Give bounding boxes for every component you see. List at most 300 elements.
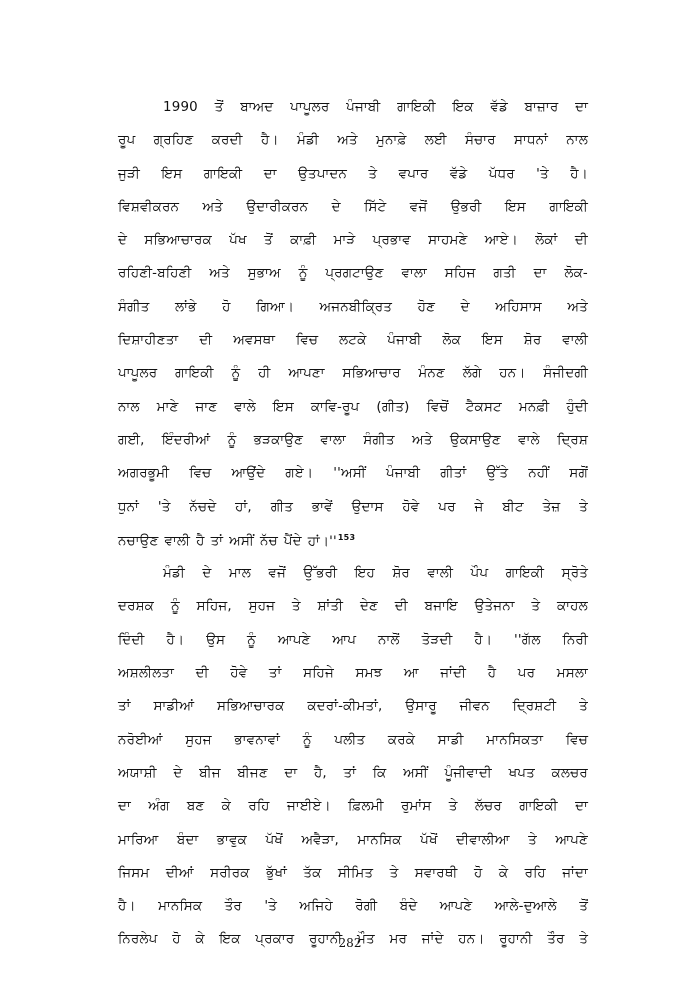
word: ਹੋਵੇ — [230, 666, 248, 682]
page-number: 282 — [338, 936, 362, 950]
word: ਪੱਖੋਂ — [420, 832, 438, 848]
word: ਸਹਿਜੇ — [303, 666, 334, 682]
word: ਦਰਸ਼ਕ — [118, 599, 155, 615]
text-line — [118, 633, 588, 666]
word: ਪੂੰਜੀਵਾਦੀ — [444, 765, 492, 781]
word: ਹੈ — [196, 534, 205, 550]
word: ਸੁਹਜ — [185, 732, 212, 748]
word: ਤੌਰ — [224, 899, 242, 915]
word: ਗਾਇਕੀ — [549, 199, 588, 215]
word: ਪੰਜਾਬੀ — [385, 466, 421, 482]
word: ਹੁੰਦੀ — [566, 399, 588, 415]
word: ਬਾਅਦ — [240, 100, 274, 115]
text-line — [118, 266, 588, 299]
word: ਪਰ — [517, 666, 536, 682]
word: ਸ਼ੋਰ — [523, 333, 542, 349]
word: ਉਭਰੀ — [450, 199, 482, 215]
word: ਹੈ। — [166, 632, 185, 648]
word: ਕਦਰਾਂ-ਕੀਮਤਾਂ, — [307, 699, 383, 715]
word: ਉਤਪਾਦਨ — [298, 166, 347, 182]
word: ਤੇ — [368, 166, 378, 182]
word: ਬੀਜਣ — [237, 765, 268, 781]
word: ਨੱਚ — [260, 534, 278, 550]
word: ਤੇਜ਼ — [542, 499, 561, 515]
word: ਵਾਲੇ — [518, 432, 540, 448]
word: ਲਈ — [424, 133, 447, 149]
word: ਨੂੰ — [231, 366, 241, 382]
word: ਵਾਲੀ — [164, 534, 191, 550]
word: ਮਾਲ — [228, 566, 251, 582]
text-line — [118, 300, 588, 333]
word: ਪੈਂਦੇ — [283, 534, 302, 550]
body-text — [118, 100, 588, 966]
text-line — [118, 699, 588, 732]
word: ਰਹਿ — [524, 865, 546, 881]
word: ਰੋਗੀ — [355, 899, 378, 915]
word: ਸਮਝ — [355, 666, 383, 682]
word: ਦਾ — [118, 799, 131, 815]
word: ਅਹਿਸਾਸ — [495, 299, 542, 315]
word: ਗਈ, — [118, 432, 145, 448]
word: ਇਕ — [452, 100, 474, 115]
text-line — [118, 566, 588, 599]
word: ਮਾੜੇ — [333, 233, 356, 249]
word: ਸੁਭਾਅ — [247, 266, 281, 282]
word: ਹੈ। — [570, 166, 588, 182]
word: ਜਾਂਦਾ — [562, 865, 588, 881]
word: ਪਰ — [438, 499, 456, 515]
word: ਆਪਣੇ — [439, 899, 473, 915]
word: ਉਦਾਸ — [351, 499, 384, 515]
word: ਨਾਲ — [566, 133, 588, 149]
word: ਜੁੜੀ — [118, 166, 140, 182]
word: ਸੰਚਾਰ — [465, 133, 496, 149]
word: 1990 — [163, 100, 198, 115]
word: ਆਏ। — [484, 233, 518, 249]
text-line — [118, 433, 588, 466]
text-line — [118, 799, 588, 832]
text-line — [118, 599, 588, 632]
word: ਸੀਮਿਤ — [337, 865, 374, 881]
text-line — [118, 100, 588, 133]
word: (ਗੀਤ) — [376, 399, 410, 415]
word: ਹੋ — [473, 865, 483, 881]
word: ਇੰਦਰੀਆਂ — [161, 432, 211, 448]
word: ਹੋਵੇ — [402, 499, 420, 515]
word: ਪ੍ਰਕਾਰ — [255, 932, 295, 948]
word: ਵਾਲੀ — [562, 333, 588, 349]
word: ਰੂਹਾਨੀ — [308, 932, 343, 948]
word: ਜਾਂਦੇ — [421, 932, 444, 948]
word: ਅਤੇ — [567, 299, 588, 315]
word: ਪਾਪੂਲਰ — [118, 366, 158, 382]
word: ਹੀ — [258, 366, 271, 382]
word: ਉਦਾਰੀਕਰਨ — [246, 199, 309, 215]
word: ਦ੍ਰਿਸ਼ — [557, 432, 588, 448]
word: ਤੱਕ — [303, 865, 322, 881]
text-line — [118, 133, 588, 166]
word: ਵਿਚ — [296, 333, 319, 349]
word: ਹਨ। — [458, 932, 485, 948]
word: ਗਏ। — [285, 466, 314, 482]
word: ਭਾਵੁਕ — [216, 832, 247, 848]
word: ਮੰਡੀ — [163, 566, 185, 582]
word: ਹੈ, — [313, 765, 327, 781]
word: ਦੀ — [195, 666, 209, 682]
word: ਨਾਲੋਂ — [378, 632, 400, 648]
text-line — [118, 533, 588, 566]
word: ਅਸੀਂ — [403, 765, 428, 781]
word: ਅਸ਼ਲੀਲਤਾ — [118, 666, 174, 682]
text-line — [118, 200, 588, 233]
word: ਸਹਿਜ — [444, 266, 476, 282]
word: ਬੰਦੇ — [399, 899, 418, 915]
word: ਤੋੜਦੀ — [421, 632, 453, 648]
text-line — [118, 400, 588, 433]
word: ਭੁੱਖਾਂ — [266, 865, 287, 881]
word: ਉਤੇਜਨਾ — [474, 599, 515, 615]
text-line — [118, 866, 588, 899]
word: ਵਾਲੀ — [427, 566, 454, 582]
word: ਹੋ — [172, 932, 181, 948]
word: ਅਸੀਂ — [229, 534, 254, 550]
word: ਦਿੰਦੀ — [118, 632, 145, 648]
word: ਇਸ — [504, 199, 526, 215]
word: ਦੇ — [118, 233, 128, 249]
word: ਪੰਜਾਬੀ — [387, 333, 422, 349]
word: ਕਰਕੇ — [387, 732, 416, 748]
word: ਬੀਟ — [502, 499, 524, 515]
word: ਤਾਂ — [343, 765, 357, 781]
word: ਮੰਡੀ — [296, 133, 319, 149]
word: ਆਪ — [332, 632, 357, 648]
word: ਕੇ — [498, 865, 509, 881]
word: ਆਪਣੇ — [555, 832, 588, 848]
word: ਗੀਤ — [270, 499, 294, 515]
word: ਆ — [403, 666, 419, 682]
word: ਧੁਨਾਂ — [118, 499, 139, 515]
word: ਸਗੋਂ — [569, 466, 588, 482]
word: ਭਾਵੇਂ — [311, 499, 333, 515]
word: ਰਹਿਣੀ-ਬਹਿਣੀ — [118, 266, 192, 282]
word: ਮਾਨਸਿਕ — [357, 832, 402, 848]
word: ਸੰਗੀਤ — [363, 432, 395, 448]
word: ਹਾਂ, — [235, 499, 252, 515]
word: ਨੱਚਦੇ — [189, 499, 217, 515]
word: ਹੈ — [487, 666, 497, 682]
word: ਗੀਤਾਂ — [440, 466, 467, 482]
word: ਪ੍ਰਗਟਾਉਣ — [325, 266, 384, 282]
word: ਆਉਂਦੇ — [231, 466, 266, 482]
word: ਹੈ। — [260, 133, 279, 149]
word: ਬਜਾਇ — [424, 599, 458, 615]
word: ਪੰਜਾਬੀ — [346, 100, 381, 115]
word: ਲੋਕਾਂ — [535, 233, 558, 249]
word: ਅਤੇ — [209, 266, 230, 282]
text-line — [118, 833, 588, 866]
word: ਸਾਡੀਆਂ — [153, 699, 195, 715]
word: ਤੌਰ — [547, 932, 565, 948]
word: ਉਕਸਾਉਣ — [449, 432, 501, 448]
word: ਦਾ — [575, 100, 588, 115]
word: ਦੀ — [574, 233, 588, 249]
word: ਸਾਹਮਣੇ — [428, 233, 468, 249]
word: ਗਾਇਕੀ — [397, 100, 436, 115]
text-line — [118, 500, 588, 533]
word: ਮਾਨਸਿਕ — [158, 899, 203, 915]
word: ਦਾ — [575, 799, 588, 815]
word: ਤਾਂ — [268, 666, 282, 682]
word: ਭਾਵਨਾਵਾਂ — [234, 732, 280, 748]
text-line — [118, 666, 588, 699]
word: ਪੱਧਰ — [488, 166, 515, 182]
word: ਨਰੋਈਆਂ — [118, 732, 163, 748]
word: ਸ਼ੋਰ — [392, 566, 410, 582]
text-line — [118, 466, 588, 499]
word: 'ਤੇ — [264, 899, 277, 915]
word: ਬਣ — [186, 799, 205, 815]
word: ਮਨਫ਼ੀ — [518, 399, 550, 415]
word: ਪਾਪੂਲਰ — [290, 100, 330, 115]
word: ਮਾਰਿਆ — [118, 832, 159, 848]
word: ਤੇ — [531, 599, 541, 615]
word: ਦੀ — [394, 599, 408, 615]
word: ਮੌਤ — [357, 932, 375, 948]
word: ਨਹੀਂ — [528, 466, 550, 482]
word: ਅਵੈੜਾ, — [301, 832, 339, 848]
word: ਅਤੇ — [202, 199, 223, 215]
word: ਉਸ — [206, 632, 226, 648]
word: ਨੂੰ — [302, 732, 312, 748]
word: ਅਜਿਹੇ — [299, 899, 333, 915]
word: ਤੇ — [579, 499, 588, 515]
word: ਤੇ — [528, 832, 537, 848]
text-line — [118, 766, 588, 799]
word: ਵੱਡੇ — [449, 166, 468, 182]
word: ਹਾਂ।''$^{153}$ — [307, 532, 356, 550]
word: ਅਵਸਥਾ — [233, 333, 276, 349]
word: ਰਹਿ — [248, 799, 270, 815]
word: ਆਪਣਾ — [288, 366, 325, 382]
word: ਤਾਂ — [118, 699, 131, 715]
word: ਤੋਂ — [264, 233, 273, 249]
word: ਸਭਿਆਚਾਰ — [342, 366, 401, 382]
word: ਲੱਚਰ — [474, 799, 502, 815]
word: ਪਲੀਤ — [334, 732, 366, 748]
word: ਤੇ — [448, 799, 458, 815]
word: ਆਪਣੇ — [277, 632, 311, 648]
word: ਦਾ — [263, 166, 277, 182]
word: ਲੋਕ- — [564, 266, 588, 282]
word: ਰੁਮਾਂਸ — [400, 799, 432, 815]
word: ਬੀਜ — [199, 765, 221, 781]
text-line — [118, 366, 588, 399]
word: ਕੇ — [195, 932, 205, 948]
word: ਜਾਂਦੀ — [440, 666, 467, 682]
text-line — [118, 733, 588, 766]
word: ਮਰ — [389, 932, 408, 948]
word: ਫ਼ਿਲਮੀ — [348, 799, 384, 815]
word: ਉਸਾਰੂ — [405, 699, 437, 715]
word: ਅਗਰਭੂਮੀ — [118, 466, 170, 482]
word: ਸਰੀਰਕ — [210, 865, 250, 881]
word: ਵਿਸ਼ਵੀਕਰਨ — [118, 199, 180, 215]
word: ਤੇ — [389, 865, 399, 881]
word: ਸਾਡੀ — [437, 732, 464, 748]
word: ਗ੍ਰਹਿਣ — [153, 133, 194, 149]
footnote-reference[interactable]: 153 — [337, 532, 356, 542]
word: ਗਿਆ। — [256, 299, 294, 315]
word: ਜੀਵਨ — [459, 699, 490, 715]
word: ਪ੍ਰਭਾਵ — [372, 233, 411, 249]
word: ਮਾਣੇ — [156, 399, 179, 415]
word: ਜਿਸਮ — [118, 865, 150, 881]
word: ਪੌਪ — [470, 566, 489, 582]
word: ਸਾਧਨਾਂ — [514, 133, 548, 149]
text-line — [118, 233, 588, 266]
word: ਅਯਾਸ਼ੀ — [118, 765, 157, 781]
word: ਹੈ। — [118, 899, 136, 915]
word: ਜੇ — [474, 499, 484, 515]
word: ਅਤੇ — [337, 133, 358, 149]
word: ਵਾਲਾ — [401, 266, 427, 282]
word: ਸੰਗੀਤ — [118, 299, 150, 315]
word: ਸਿੱਟੇ — [364, 199, 387, 215]
word: ਤੋਂ — [214, 100, 224, 115]
word: ਦ੍ਰਿਸ਼ਟੀ — [512, 699, 557, 715]
word: ਜਾਈਏ। — [286, 799, 331, 815]
word: ਸਭਿਆਚਾਰਕ — [217, 699, 285, 715]
word: ਦੀਆਂ — [165, 865, 194, 881]
word: ਗਤੀ — [493, 266, 516, 282]
word: ਕਾਵਿ-ਰੂਪ — [310, 399, 360, 415]
word: ਰੂਹਾਨੀ — [499, 932, 533, 948]
word: ਤੋਂ — [579, 899, 588, 915]
word: 'ਤੇ — [157, 499, 171, 515]
word: ਟੈਕਸਟ — [465, 399, 502, 415]
word: ਨਚਾਉਣ — [118, 534, 159, 550]
word: ਇਸ — [272, 399, 294, 415]
word: ਕੇ — [221, 799, 232, 815]
word: ਤੇ — [579, 699, 588, 715]
word: ਗਾਇਕੀ — [519, 799, 558, 815]
word: ਵਿਚ — [565, 732, 588, 748]
word: ਨੂੰ — [298, 266, 308, 282]
word: ਇਸ — [481, 333, 503, 349]
word: ਦਿਸ਼ਾਹੀਣਤਾ — [118, 333, 179, 349]
word: ਸਵਾਰਥੀ — [414, 865, 458, 881]
word: ਬੰਦਾ — [176, 832, 199, 848]
word: ਮਸਲਾ — [556, 666, 588, 682]
word: ਖਪਤ — [508, 765, 535, 781]
word: ਅਤੇ — [412, 432, 433, 448]
word: 'ਤੇ — [536, 166, 549, 182]
word: ਲੱਗੇ — [462, 366, 482, 382]
word: ਕਾਫ਼ੀ — [290, 233, 317, 249]
word: ਉੱਭਰੀ — [303, 566, 338, 582]
word: ਤੇ — [291, 599, 301, 615]
word: ਦੀ — [199, 333, 213, 349]
word: ਪੱਖ — [229, 233, 247, 249]
word: ਦੇ — [460, 299, 470, 315]
word: ਮੁਨਾਫ਼ੇ — [376, 133, 407, 149]
word: ਵਪਾਰ — [398, 166, 429, 182]
word: ਇਹ — [354, 566, 375, 582]
word: ਤੇ — [579, 932, 588, 948]
word: ਵਿਚੋਂ — [426, 399, 449, 415]
word: ਨੂੰ — [170, 599, 180, 615]
word: ਆਲੇ-ਦੁਆਲੇ — [494, 899, 557, 915]
text-line — [118, 899, 588, 932]
word: ਗਾਇਕੀ — [505, 566, 545, 582]
word: ਪੱਖੋਂ — [265, 832, 283, 848]
word: ਕਿ — [372, 765, 387, 781]
word: ''ਗੱਲ — [514, 632, 541, 648]
word: ਭੜਕਾਉਣ — [253, 432, 304, 448]
word: ਮੰਨਣ — [418, 366, 445, 382]
word: ''ਅਸੀਂ — [333, 466, 366, 482]
word: ਦੀਵਾਲੀਆ — [456, 832, 510, 848]
word: ਸ਼ਾਂਤੀ — [317, 599, 344, 615]
word: ਵਾਲੇ — [234, 399, 256, 415]
word: ਗਾਇਕੀ — [175, 366, 214, 382]
word: ਵੱਡੇ — [490, 100, 508, 115]
word: ਦਾ — [533, 266, 547, 282]
word: ਸੰਜੀਦਗੀ — [543, 366, 588, 382]
word: ਗਾਇਕੀ — [203, 166, 243, 182]
word: ਨਾਲ — [118, 399, 140, 415]
text-line — [118, 333, 588, 366]
word: ਨਿਰੀ — [562, 632, 588, 648]
word: ਤਾਂ — [210, 534, 224, 550]
word: ਦੇ — [202, 566, 212, 582]
word: ਦੇ — [173, 765, 183, 781]
word: ਦੇਣ — [359, 599, 378, 615]
word: ਹੈ। — [474, 632, 493, 648]
text-line — [118, 167, 588, 200]
word: ਕਰਦੀ — [211, 133, 243, 149]
word: ਵਜੋਂ — [409, 199, 428, 215]
word: ਸੁਹਜ — [248, 599, 276, 615]
word: ਅਜਨਬੀਕ੍ਰਿਤ — [319, 299, 393, 315]
word: ਲਟਕੇ — [339, 333, 367, 349]
word: ਹਨ। — [499, 366, 526, 382]
word: ਕਲਚਰ — [551, 765, 588, 781]
word: ਰੂਪ — [118, 133, 136, 149]
word: ਲੋਕ — [442, 333, 461, 349]
word: ਸ੍ਰੋਤੇ — [561, 566, 588, 582]
word: ਉੱਤੇ — [486, 466, 509, 482]
word: ਵਿਚ — [189, 466, 212, 482]
word: ਮਾਨਸਿਕਤਾ — [486, 732, 544, 748]
word: ਨਿਰਲੇਪ — [118, 932, 158, 948]
word: ਦਾ — [284, 765, 298, 781]
word: ਵਜੋਂ — [268, 566, 286, 582]
word: ਨੂੰ — [247, 632, 256, 648]
word: ਹੋਣ — [417, 299, 436, 315]
word: ਲਾਂਭੇ — [175, 299, 197, 315]
word: ਦੇ — [331, 199, 341, 215]
word: ਸਹਿਜ, — [196, 599, 232, 615]
word: ਜਾਣ — [195, 399, 218, 415]
word: ਅੰਗ — [148, 799, 170, 815]
word: ਬਾਜ਼ਾਰ — [524, 100, 559, 115]
word: ਇਕ — [219, 932, 241, 948]
word: ਨੂੰ — [227, 432, 237, 448]
word: ਇਸ — [161, 166, 183, 182]
word: ਕਾਹਲ — [557, 599, 588, 615]
word: ਵਾਲਾ — [320, 432, 346, 448]
